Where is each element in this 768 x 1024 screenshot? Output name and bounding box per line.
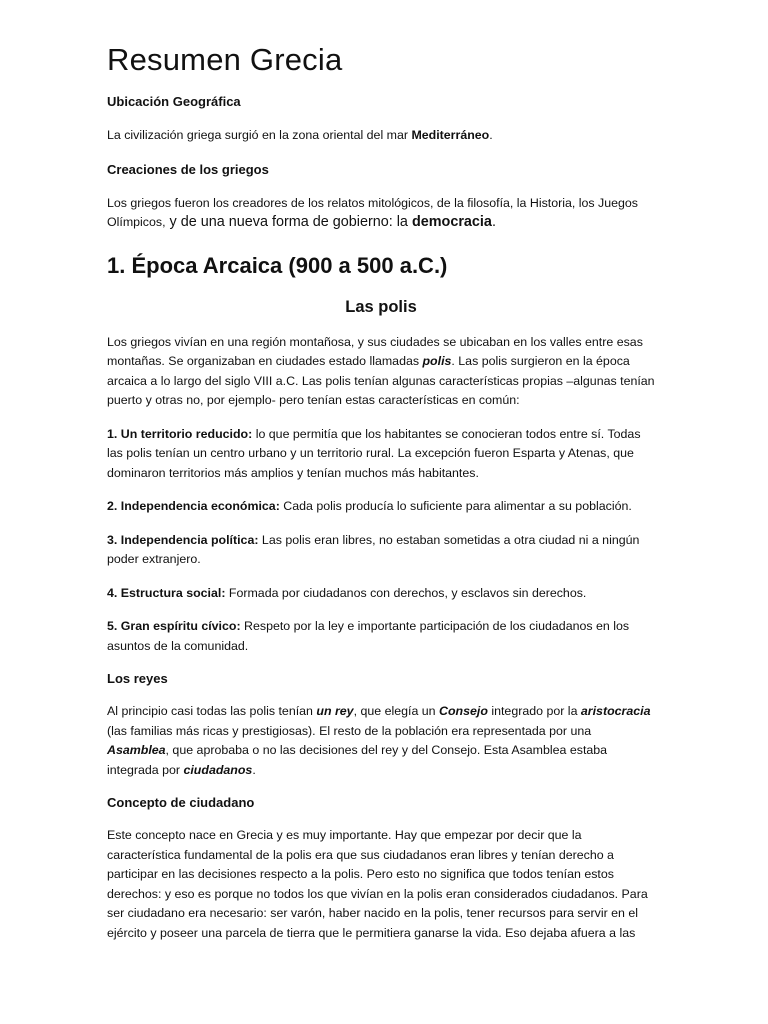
section-heading-ubicacion: Ubicación Geográfica — [107, 94, 241, 109]
polis-heading: Las polis — [345, 297, 417, 316]
paragraph-ciudadano: Este concepto nace en Grecia y es muy importante. Hay que empezar por decir que la característica fundamental de la polis era que sus ciudadanos eran libres y tenían derecho a participar en las decisiones respecto a la polis. Pero esto no significa que todos tenían estos derechos: y eso es porque no todos los que vivían en la polis eran considerados ciudadanos. Para ser ciudadano era necesario: ser varón, haber nacido en la polis, tener recursos para servir en el ejército y poseer una parcela de tierra que le permitiera ganarse la vida. Eso dejaba afuera a las — [107, 828, 648, 940]
section-heading-ciudadano: Concepto de ciudadano — [107, 795, 255, 810]
bold-italic-polis: polis — [422, 354, 452, 368]
paragraph-creaciones: Los griegos fueron los creadores de los relatos mitológicos, de la filosofía, la Historia, los Juegos Olímpicos, y de una nueva forma de gobierno: la democracia. — [107, 195, 639, 230]
era-heading: 1. Época Arcaica (900 a 500 a.C.) — [107, 252, 448, 278]
bold-democracia: democracia — [411, 214, 492, 230]
document-content — [107, 38, 655, 943]
bold-mediterraneo: Mediterráneo — [411, 128, 490, 142]
feature-item: 1. Un territorio reducido: lo que permitía que los habitantes se conocieran todos entre sí. Todas las polis tenían un centro urbano y un territorio rural. La excepción fueron Esparta y Atenas, que dominaron territorios más amplios y tenían muchos más habitantes. — [107, 426, 641, 480]
section-heading-reyes: Los reyes — [107, 671, 168, 686]
paragraph-reyes: Al principio casi todas las polis tenían un rey, que elegía un Consejo integrado por la aristocracia (las familias más ricas y prestigiosas). El resto de la población era representada por una Asamblea, que aprobaba o no las decisiones del rey y del Consejo. Esta Asamblea estaba integrada por ciudadanos. — [107, 704, 651, 777]
paragraph-polis-intro: Los griegos vivían en una región montañosa, y sus ciudades se ubicaban en los valles entre esas montañas. Se organizaban en ciudades estado llamadas polis. Las polis surgieron en la época arcaica a lo largo del siglo VIII a.C. Las polis tenían algunas características propias –algunas tenían puerto y otras no, por ejemplo- pero tenían estas características en común: — [107, 334, 655, 407]
feature-item: 3. Independencia política: Las polis eran libres, no estaban sometidas a otra ciudad ni a ningún poder extranjero. — [107, 532, 640, 566]
page-title: Resumen Grecia — [107, 42, 343, 77]
feature-item: 5. Gran espíritu cívico: Respeto por la ley e importante participación de los ciudadanos en los asuntos de la comunidad. — [107, 619, 630, 653]
section-heading-creaciones: Creaciones de los griegos — [107, 161, 269, 177]
feature-item: 4. Estructura social: Formada por ciudadanos con derechos, y esclavos sin derechos. — [107, 585, 587, 600]
feature-item: 2. Independencia económica: Cada polis producía lo suficiente para alimentar a su población. — [107, 499, 632, 513]
paragraph-ubicacion: La civilización griega surgió en la zona oriental del mar Mediterráneo. — [107, 128, 493, 142]
